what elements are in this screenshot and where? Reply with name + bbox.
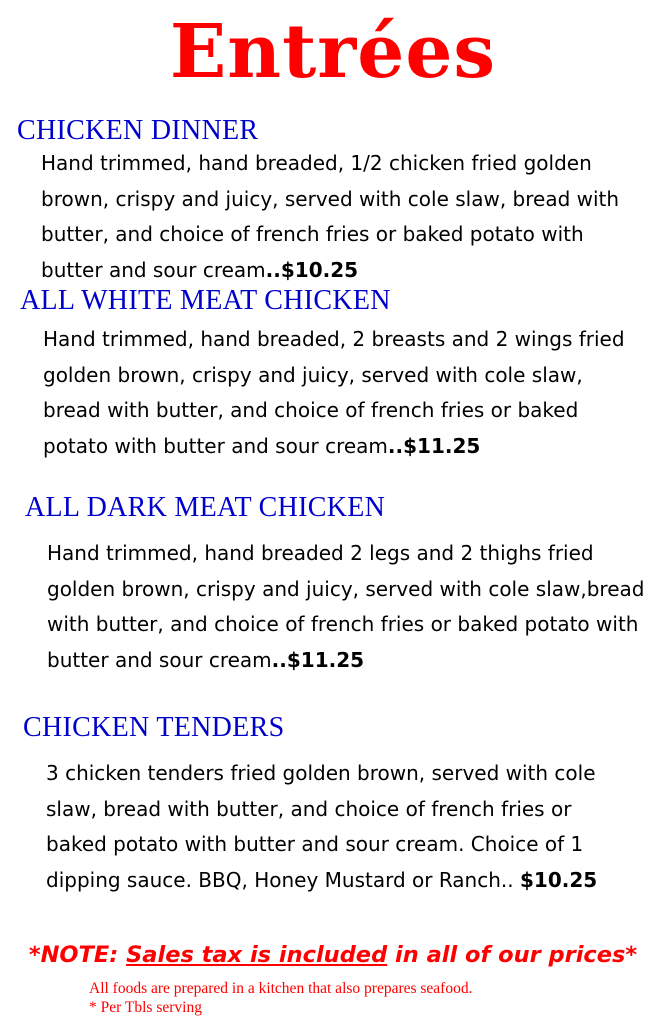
item-price: $11.25: [403, 433, 481, 458]
price-separator: ..: [387, 433, 404, 458]
item-name-chicken-dinner: CHICKEN DINNER: [17, 115, 259, 146]
description-text: Hand trimmed, hand breaded, 1/2 chicken fried golden brown, crispy and juicy, served with cole slaw, bread with butter, and choice of french fries or baked potato with butter and sour cream: [41, 151, 620, 282]
item-price: $10.25: [519, 867, 598, 892]
item-description-chicken-tenders: [46, 756, 636, 898]
item-name-all-white-meat-chicken: ALL WHITE MEAT CHICKEN: [20, 285, 391, 316]
item-price: $10.25: [280, 257, 359, 282]
price-separator: ..: [500, 867, 520, 892]
price-separator: ..: [271, 647, 287, 672]
page-title: Entrées: [169, 9, 497, 95]
item-description-chicken-dinner: [41, 146, 641, 288]
note-suffix: in all of our prices*: [387, 942, 638, 968]
sales-tax-note: [0, 938, 666, 972]
description-text: Hand trimmed, hand breaded, 2 breasts and 2 wings fried golden brown, crispy and juicy, served with cole slaw, bread with butter, and choice of french fries or baked potato with butter and sour cream: [43, 327, 625, 458]
note-emphasis: Sales tax is included: [126, 942, 388, 968]
item-name-chicken-tenders: CHICKEN TENDERS: [23, 712, 285, 743]
item-name-all-dark-meat-chicken: ALL DARK MEAT CHICKEN: [25, 492, 386, 523]
seafood-footnote: All foods are prepared in a kitchen that also prepares seafood.: [89, 980, 473, 997]
item-description-all-dark-meat-chicken: [47, 536, 647, 678]
note-prefix: *NOTE:: [28, 942, 127, 968]
per-table-footnote: * Per Tbls serving: [89, 999, 202, 1016]
item-price: $11.25: [286, 647, 365, 672]
item-description-all-white-meat-chicken: [43, 322, 633, 464]
price-separator: ..: [265, 257, 281, 282]
description-text: 3 chicken tenders fried golden brown, served with cole slaw, bread with butter, and choice of french fries or baked potato with butter and sour cream. Choice of 1 dipping sauce. BBQ, Honey Mustard or Ranch: [46, 761, 596, 892]
description-text: Hand trimmed, hand breaded 2 legs and 2 thighs fried golden brown, crispy and juicy, served with cole slaw,bread with butter, and choice of french fries or baked potato with butter and sour cream: [47, 541, 645, 672]
